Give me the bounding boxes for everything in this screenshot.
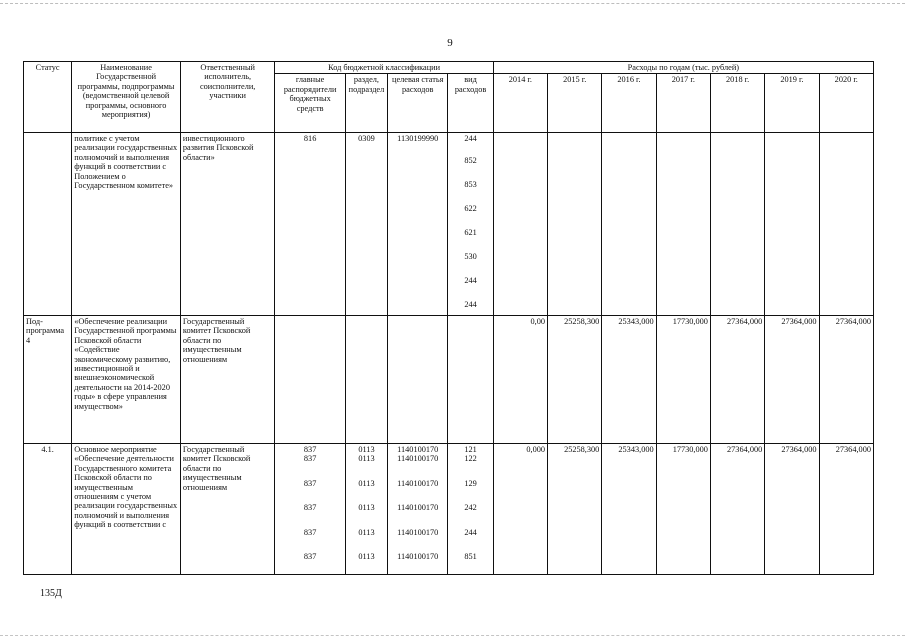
header-kbk: Код бюджетной классификации (275, 62, 493, 74)
row-name: политике с учетом реализации государственных полномочий и выполнения функций в соответствии с Положением о Государственном комитете» (72, 133, 181, 316)
amount-cell: 25258,300 (548, 444, 602, 575)
row-csr: 1130199990 (388, 133, 448, 316)
vr-code: 121 (464, 445, 477, 454)
vr-code: 244 (464, 300, 477, 309)
header-year: 2020 г. (819, 74, 873, 133)
vr-code: 622 (464, 204, 477, 213)
row-grbs-list (275, 444, 345, 575)
amount-cell: 27364,000 (765, 444, 819, 575)
amount-cell: 25258,300 (548, 316, 602, 444)
header-year: 2014 г. (493, 74, 547, 133)
header-year: 2017 г. (656, 74, 710, 133)
grbs-code: 837 (303, 454, 317, 464)
vr-code: 242 (464, 503, 477, 513)
csr-code: 1140100170 (397, 552, 439, 562)
header-grbs: главные распорядители бюджетных средств (275, 74, 345, 133)
table-row (24, 316, 874, 444)
rzpr-code: 0113 (358, 552, 375, 562)
amount-cell: 0,00 (493, 316, 547, 444)
grbs-code: 837 (303, 445, 317, 454)
vr-code: 244 (464, 527, 477, 537)
amount-cell: 27364,000 (710, 444, 764, 575)
vr-code: 244 (464, 134, 477, 143)
amount-cell: 27364,000 (765, 316, 819, 444)
row-name: «Обеспечение реализации Государственной программы Псковской области «Содействие экономическому развитию, инвестиционной и внешнеэкономической деятельности на 2014-2020 годы» в сфере управления имуществом» (72, 316, 181, 444)
amount-cell: 17730,000 (656, 444, 710, 575)
table-row (24, 133, 874, 316)
row-executor: Государственный комитет Псковской области по имущественным отношениям (180, 316, 275, 444)
vr-code: 530 (464, 252, 477, 261)
row-rzpr-list (345, 444, 387, 575)
header-row-1 (24, 62, 874, 74)
vr-code: 621 (464, 228, 477, 237)
csr-code: 1140100170 (397, 478, 439, 488)
amount-cell: 27364,000 (710, 316, 764, 444)
amount-cell: 27364,000 (819, 444, 873, 575)
grbs-code: 837 (303, 552, 317, 562)
header-name: Наименование Государственной программы, подпрограммы (ведомственной целевой программы, основного мероприятия) (72, 62, 181, 133)
vr-code: 853 (464, 180, 477, 189)
header-year: 2019 г. (765, 74, 819, 133)
amount-cell: 0,000 (493, 444, 547, 575)
row-csr (388, 316, 448, 444)
amount-cell (602, 133, 656, 316)
amount-cell (819, 133, 873, 316)
vr-code: 129 (464, 478, 477, 488)
header-year: 2015 г. (548, 74, 602, 133)
budget-table (23, 61, 874, 575)
header-status: Статус (24, 62, 72, 133)
amount-cell: 17730,000 (656, 316, 710, 444)
row-name: Основное мероприятие «Обеспечение деятельности Государственного комитета Псковской области по имущественным отношениям с учетом реализации государственных полномочий и выполнения функций в соответствии с (72, 444, 181, 575)
page-number: 9 (447, 37, 453, 49)
amount-cell (710, 133, 764, 316)
row-rzpr (345, 316, 387, 444)
header-year: 2018 г. (710, 74, 764, 133)
amount-cell (493, 133, 547, 316)
row-executor: Государственный комитет Псковской области по имущественным отношениям (180, 444, 275, 575)
row-csr-list (388, 444, 448, 575)
grbs-code: 837 (303, 478, 317, 488)
header-rzpr: раздел, подраздел (345, 74, 387, 133)
csr-code: 1140100170 (397, 503, 439, 513)
row-status (24, 133, 72, 316)
amount-cell (656, 133, 710, 316)
scan-top-edge (0, 3, 905, 4)
row-executor: инвестиционного развития Псковской области» (180, 133, 275, 316)
rzpr-code: 0113 (358, 527, 375, 537)
row-vr-list (448, 444, 493, 575)
rzpr-code: 0113 (358, 445, 375, 454)
scan-bottom-edge (0, 635, 905, 636)
row-vr-list (448, 133, 493, 316)
header-csr: целевая статья расходов (388, 74, 448, 133)
row-rzpr: 0309 (345, 133, 387, 316)
amount-cell: 25343,000 (602, 444, 656, 575)
csr-code: 1140100170 (397, 527, 439, 537)
rzpr-code: 0113 (358, 478, 375, 488)
grbs-code: 837 (303, 527, 317, 537)
row-status: Под-программа 4 (24, 316, 72, 444)
footer-code: 135Д (40, 588, 62, 599)
header-expenses: Расходы по годам (тыс. рублей) (493, 62, 873, 74)
vr-code: 122 (464, 454, 477, 464)
row-status: 4.1. (24, 444, 72, 575)
vr-code: 851 (464, 552, 477, 562)
grbs-code: 837 (303, 503, 317, 513)
rzpr-code: 0113 (358, 503, 375, 513)
row-grbs: 816 (275, 133, 345, 316)
csr-code: 1140100170 (397, 445, 439, 454)
table-row (24, 444, 874, 575)
header-executor: Ответственный исполнитель, соисполнители, участники (180, 62, 275, 133)
vr-code: 852 (464, 156, 477, 165)
header-year: 2016 г. (602, 74, 656, 133)
amount-cell: 27364,000 (819, 316, 873, 444)
row-grbs (275, 316, 345, 444)
amount-cell (548, 133, 602, 316)
rzpr-code: 0113 (358, 454, 375, 464)
header-vr: вид расходов (448, 74, 493, 133)
amount-cell (765, 133, 819, 316)
amount-cell: 25343,000 (602, 316, 656, 444)
vr-code: 244 (464, 276, 477, 285)
csr-code: 1140100170 (397, 454, 439, 464)
row-vr (448, 316, 493, 444)
